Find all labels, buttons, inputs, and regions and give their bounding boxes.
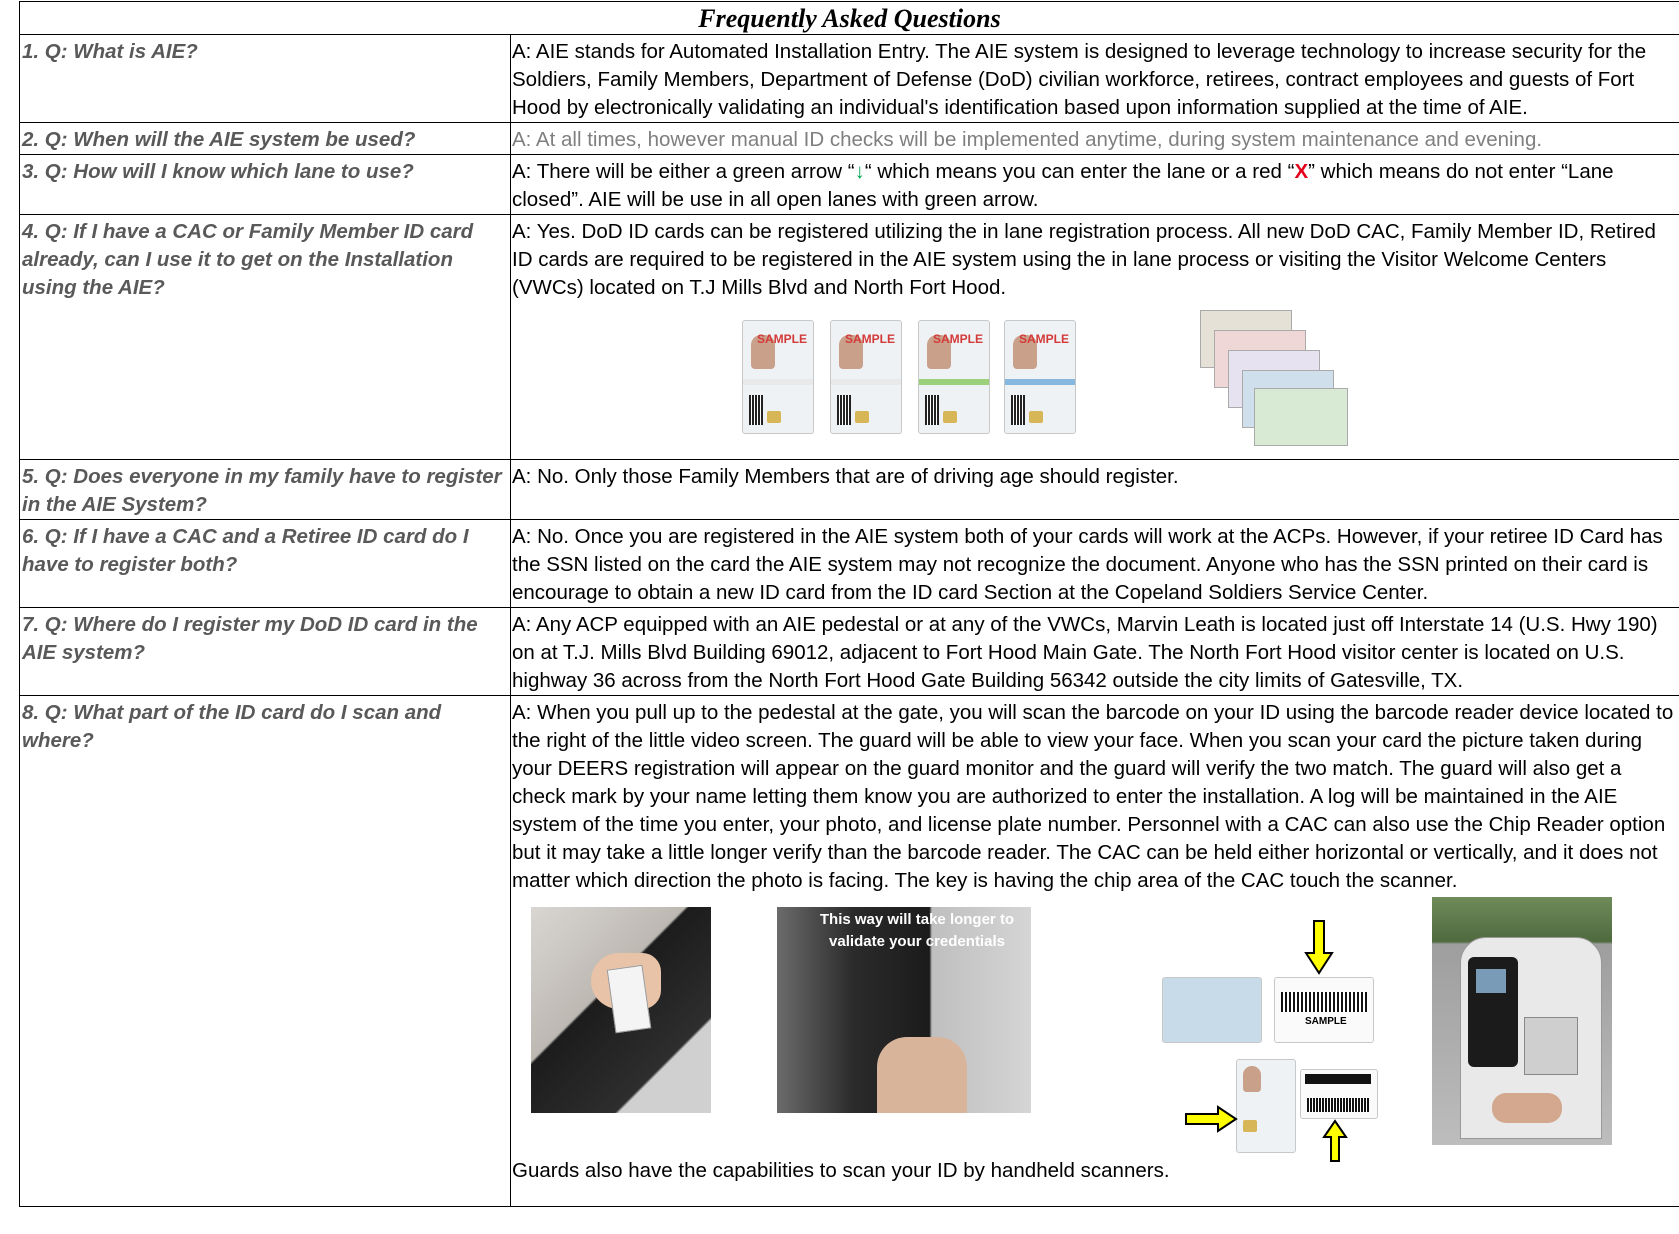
id-card-image: SAMPLE [918,320,990,434]
answer-2: A: At all times, however manual ID checks will be implemented anytime, during system maintenance and evening. [511,123,1679,155]
faq-row-5 [20,460,1679,520]
id-card-image [1236,1059,1296,1153]
faq-title: Frequently Asked Questions [20,2,1679,35]
question-7: 7. Q: Where do I register my DoD ID card in the AIE system? [20,608,511,696]
question-3: 3. Q: How will I know which lane to use? [20,155,511,215]
question-5: 5. Q: Does everyone in my family have to register in the AIE System? [20,460,511,520]
faq-row-2 [20,123,1679,155]
answer-4-cell [511,215,1679,460]
answer-7: A: Any ACP equipped with an AIE pedestal or at any of the VWCs, Marvin Leath is located just off Interstate 14 (U.S. Hwy 190) on at T.J. Mills Blvd Building 69012, adjacent to Fort Hood Main Gate. The North Fort Hood visitor center is located on U.S. highway 36 across from the North Fort Hood Gate Building 56342 outside the city limits of Gatesville, TX. [511,608,1679,696]
faq-title-row [20,2,1679,35]
id-card-image: SAMPLE [830,320,902,434]
id-card-barcode-back-image: SAMPLE [1274,977,1374,1043]
id-card-images [512,302,1679,442]
answer-3 [511,155,1679,215]
faq-row-8 [20,696,1679,1207]
question-1: 1. Q: What is AIE? [20,35,511,123]
card-scan-diagram [1162,919,1392,1159]
aie-pedestal-photo [1432,897,1612,1145]
id-card-image [1162,977,1262,1043]
answer-4: A: Yes. DoD ID cards can be registered utilizing the in lane registration process. All new DoD CAC, Family Member ID, Retired ID cards are required to be registered in the AIE system using the in lane process or visiting the Visitor Welcome Centers (VWCs) located on T.J Mills Blvd and North Fort Hood. [512,220,1656,299]
answer-5: A: No. Only those Family Members that are of driving age should register. [511,460,1679,520]
question-8: 8. Q: What part of the ID card do I scan and where? [20,696,511,1207]
hand-scanning-card-photo [531,907,711,1113]
answer-6: A: No. Once you are registered in the AIE system both of your cards will work at the ACPs. However, if your retiree ID Card has the SSN listed on the card the AIE system may not recognize the document. Anyone who has the SSN printed on their card is encourage to obtain a new ID card from the ID card Section at the Copeland Soldiers Service Center. [511,520,1679,608]
answer-8-cell [511,696,1679,1207]
answer-3-text-a: A: There will be either a green arrow “ [512,160,855,183]
question-6: 6. Q: If I have a CAC and a Retiree ID card do I have to register both? [20,520,511,608]
id-card-image: SAMPLE [742,320,814,434]
faq-row-7 [20,608,1679,696]
answer-3-text-c: ” which means do not enter “Lane closed”. AIE will be use in all open lanes with green arrow. [512,160,1614,211]
question-4: 4. Q: If I have a CAC or Family Member ID card already, can I use it to get on the Installation using the AIE? [20,215,511,460]
red-x-icon: X [1294,160,1309,183]
stacked-id-cards-image [1200,310,1350,446]
faq-table [19,1,1679,1207]
green-arrow-icon: ↓ [854,160,865,183]
faq-row-3 [20,155,1679,215]
yellow-arrow-up-icon [1322,1119,1348,1163]
faq-row-1 [20,35,1679,123]
yellow-arrow-down-icon [1304,919,1334,975]
chip-reader-photo [777,907,1031,1113]
scanner-images [512,895,1679,1157]
answer-8-footer: Guards also have the capabilities to scan your ID by handheld scanners. [512,1159,1170,1182]
id-card-barcode-image [1300,1069,1378,1119]
faq-row-6 [20,520,1679,608]
answer-1: A: AIE stands for Automated Installation Entry. The AIE system is designed to leverage technology to increase security for the Soldiers, Family Members, Department of Defense (DoD) civilian workforce, retirees, contract employees and guests of Fort Hood by electronically validating an individual's identification based upon information supplied at the time of AIE. [511,35,1679,123]
yellow-arrow-right-icon [1184,1105,1238,1133]
answer-8: A: When you pull up to the pedestal at the gate, you will scan the barcode on your ID using the barcode reader device located to the right of the little video screen. The guard will be able to view your face. When you scan your card the picture taken during your DEERS registration will appear on the guard monitor and the guard will verify the two match. The guard will also get a check mark by your name letting them know you are authorized to enter the installation. A log will be maintained in the AIE system of the time you enter, your photo, and license plate number. Personnel with a CAC can also use the Chip Reader option but it may take a little longer verify than the barcode reader. The CAC can be held either horizontal or vertically, and it does not matter which direction the photo is facing. The key is having the chip area of the CAC touch the scanner. [512,701,1674,892]
question-2: 2. Q: When will the AIE system be used? [20,123,511,155]
chip-reader-caption: This way will take longer to validate your credentials [819,911,1015,950]
faq-row-4 [20,215,1679,460]
id-card-image: SAMPLE [1004,320,1076,434]
answer-3-text-b: “ which means you can enter the lane or a red “ [864,160,1295,183]
